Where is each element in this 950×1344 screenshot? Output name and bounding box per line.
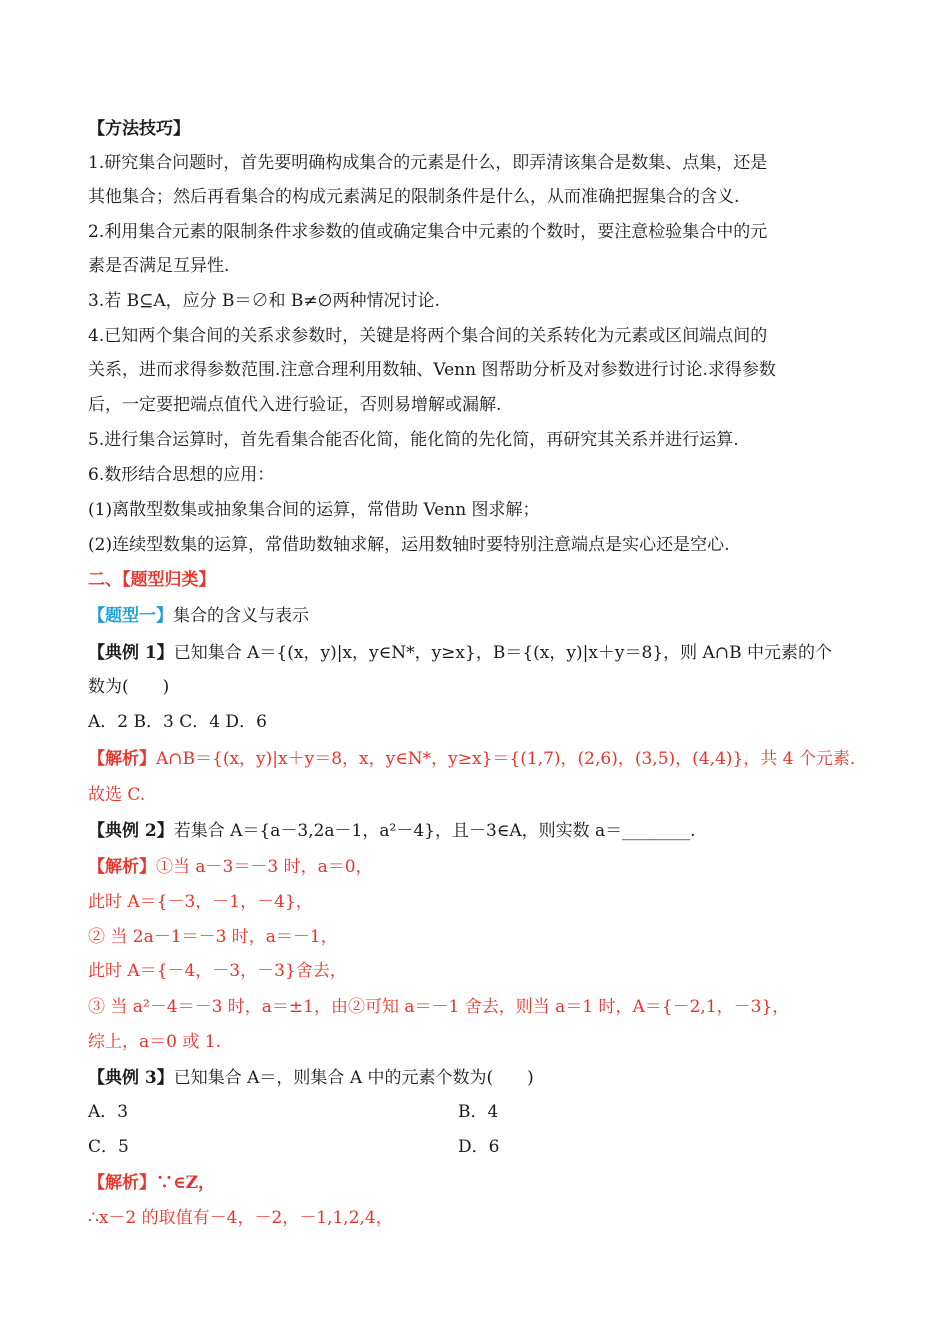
- ex2-solution-text-1: ①当 a－3＝－3 时，a＝0，: [156, 857, 373, 877]
- ex2-solution-line-2: 此时 A＝{－3，－1，－4}，: [88, 892, 313, 912]
- ex3-option-c: C．5: [88, 1137, 129, 1157]
- method-heading: 【方法技巧】: [88, 119, 190, 139]
- ex3-solution-line-1: [88, 1170, 880, 1196]
- ex3-solution-text-1: ∵∈Z，: [156, 1173, 215, 1193]
- type1-tag: 【题型一】: [88, 606, 173, 626]
- ex3-option-a: A．3: [88, 1102, 129, 1122]
- ex3-question: [88, 1065, 880, 1091]
- ex3-solution-tag: 【解析】: [88, 1173, 156, 1193]
- ex3-option-d: D．6: [458, 1137, 500, 1157]
- type1-title: 集合的含义与表示: [173, 606, 309, 626]
- method-line-2: 其他集合；然后再看集合的构成元素满足的限制条件是什么，从而准确把握集合的含义.: [88, 187, 740, 207]
- ex1-question-text-1: 已知集合 A＝{(x，y)|x，y∈N*，y≥x}，B＝{(x，y)|x＋y＝8}，则 A∩B 中元素的个: [173, 643, 832, 663]
- method-line-1: 1.研究集合问题时，首先要明确构成集合的元素是什么，即弄清该集合是数集、点集，还是: [88, 153, 768, 173]
- ex2-tag: 【典例 2】: [88, 821, 174, 841]
- ex1-question-line-1: [88, 640, 880, 666]
- ex1-solution-line-1: [88, 746, 880, 772]
- ex1-solution-tag: 【解析】: [88, 749, 156, 769]
- method-line-8: 后，一定要把端点值代入进行验证，否则易增解或漏解.: [88, 395, 502, 415]
- type1-header: [88, 603, 880, 629]
- method-line-11: (1)离散型数集或抽象集合间的运算，常借助 Venn 图求解；: [88, 500, 540, 520]
- ex2-solution-line-5: ③ 当 a²－4＝－3 时，a＝±1，由②可知 a＝－1 舍去，则当 a＝1 时，A＝{－2,1，－3}，: [88, 997, 790, 1017]
- ex1-question-line-2: 数为( ): [88, 677, 170, 697]
- ex2-solution-line-4: 此时 A＝{－4，－3，－3}舍去，: [88, 961, 347, 981]
- ex2-solution-line-6: 综上，a＝0 或 1.: [88, 1032, 221, 1052]
- ex3-solution-line-2: ∴x－2 的取值有－4，－2，－1,1,2,4，: [88, 1208, 393, 1228]
- method-line-6: 4.已知两个集合间的关系求参数时，关键是将两个集合间的关系转化为元素或区间端点间的: [88, 326, 768, 346]
- ex2-solution-tag: 【解析】: [88, 857, 156, 877]
- method-line-12: (2)连续型数集的运算，常借助数轴求解，运用数轴时要特别注意端点是实心还是空心.: [88, 535, 730, 555]
- method-line-4: 素是否满足互异性.: [88, 256, 230, 276]
- ex2-question: [88, 818, 880, 844]
- ex2-solution-line-1: [88, 854, 880, 880]
- ex3-options-row-1: [88, 1099, 880, 1125]
- ex1-options: A．2 B．3 C．4 D．6: [88, 712, 267, 732]
- method-line-9: 5.进行集合运算时，首先看集合能否化简，能化简的先化简，再研究其关系并进行运算.: [88, 430, 739, 450]
- method-line-7: 关系，进而求得参数范围.注意合理利用数轴、Venn 图帮助分析及对参数进行讨论.求得参数: [88, 360, 776, 380]
- ex1-solution-line-2: 故选 C.: [88, 785, 146, 805]
- ex1-tag: 【典例 1】: [88, 643, 174, 663]
- ex3-tag: 【典例 3】: [88, 1068, 174, 1088]
- ex3-option-b: B．4: [458, 1102, 499, 1122]
- section-title: 二、【题型归类】: [88, 570, 216, 590]
- ex3-question-text: 已知集合 A＝，则集合 A 中的元素个数为( ): [173, 1068, 534, 1088]
- ex2-question-text: 若集合 A＝{a－3,2a－1，a²－4}，且－3∈A，则实数 a＝________.: [173, 821, 696, 841]
- method-line-3: 2.利用集合元素的限制条件求参数的值或确定集合中元素的个数时，要注意检验集合中的元: [88, 222, 768, 242]
- method-line-10: 6.数形结合思想的应用：: [88, 465, 275, 485]
- ex2-solution-line-3: ② 当 2a－1＝－3 时，a＝－1，: [88, 927, 338, 947]
- method-line-5: 3.若 B⊆A，应分 B＝∅和 B≠∅两种情况讨论.: [88, 291, 440, 311]
- ex1-solution-text-1: A∩B＝{(x，y)|x＋y＝8，x，y∈N*，y≥x}＝{(1,7)，(2,6)，(3,5)，(4,4)}，共 4 个元素.: [156, 749, 856, 769]
- ex3-options-row-2: [88, 1134, 880, 1160]
